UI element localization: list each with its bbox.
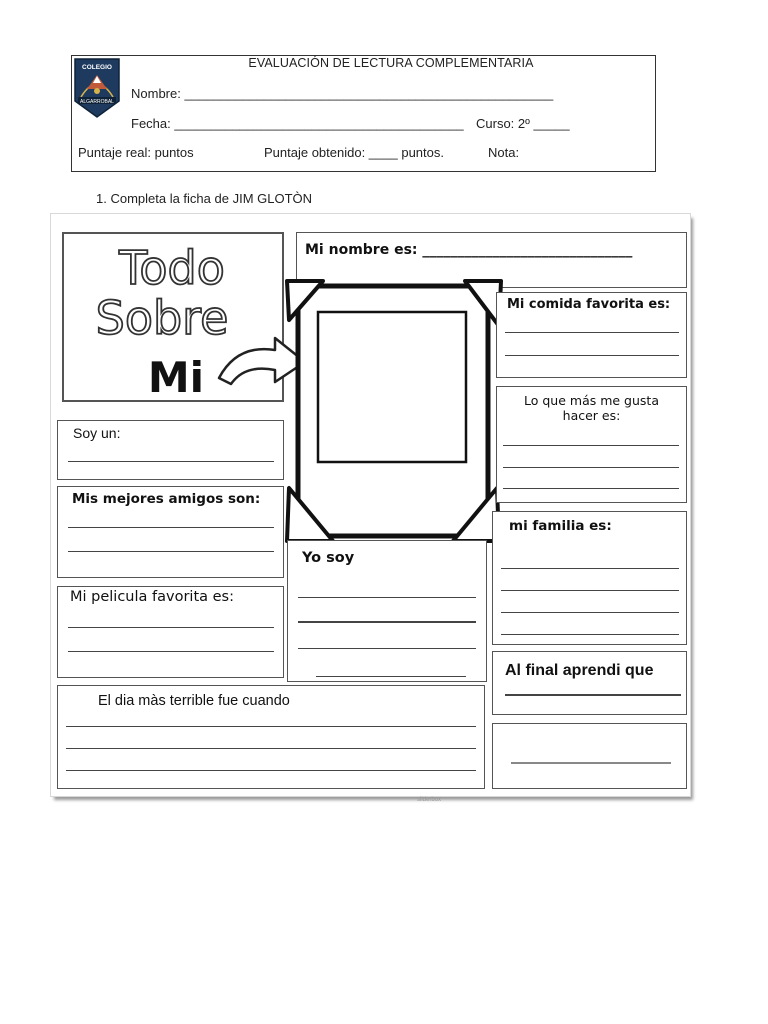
nombre-label: Mi nombre es: ______________________________ bbox=[305, 242, 633, 258]
school-logo bbox=[73, 57, 121, 119]
svg-text:ALGARROBAL: ALGARROBAL bbox=[80, 99, 114, 105]
worksheet bbox=[51, 214, 690, 796]
yo-soy-box[interactable] bbox=[287, 540, 487, 682]
terrible-box[interactable] bbox=[57, 685, 485, 789]
nota-field[interactable]: Nota: bbox=[488, 145, 520, 160]
comida-label: Mi comida favorita es: bbox=[507, 297, 671, 312]
title-mi: Mi bbox=[147, 353, 205, 400]
photo-frame[interactable] bbox=[283, 276, 503, 546]
title-todo: Todo bbox=[119, 241, 225, 295]
gusta-label-1: Lo que más me gusta bbox=[524, 393, 659, 408]
aprendi-label: Al final aprendi que bbox=[505, 662, 654, 679]
terrible-label: El dia màs terrible fue cuando bbox=[98, 693, 290, 709]
pelicula-box[interactable] bbox=[57, 586, 284, 678]
puntaje-obtenido[interactable]: Puntaje obtenido: ____ puntos. bbox=[264, 145, 444, 160]
comida-box[interactable] bbox=[496, 292, 687, 378]
gusta-box[interactable] bbox=[496, 386, 687, 503]
page-title: EVALUACIÓN DE LECTURA COMPLEMENTARIA bbox=[248, 56, 534, 70]
title-sobre: Sobre bbox=[95, 291, 229, 345]
soy-un-label: Soy un: bbox=[73, 425, 121, 441]
footer-watermark: sliderbox bbox=[417, 797, 442, 803]
instruction: 1. Completa la ficha de JIM GLOTÒN bbox=[96, 191, 313, 206]
fecha-field[interactable]: Fecha: ________________________________________ bbox=[131, 116, 464, 131]
nombre-field[interactable]: Nombre: ___________________________________________________ bbox=[131, 86, 554, 101]
amigos-box[interactable] bbox=[57, 486, 284, 578]
amigos-label: Mis mejores amigos son: bbox=[72, 491, 261, 507]
curso-field[interactable]: Curso: 2º _____ bbox=[476, 116, 570, 131]
puntaje-real: Puntaje real: puntos bbox=[78, 145, 194, 160]
familia-box[interactable] bbox=[492, 511, 687, 645]
gusta-label-2: hacer es: bbox=[562, 408, 621, 423]
soy-un-box[interactable] bbox=[57, 420, 284, 480]
yo-soy-label: Yo soy bbox=[302, 550, 355, 566]
aprendi-box[interactable] bbox=[492, 651, 687, 715]
svg-text:COLEGIO: COLEGIO bbox=[82, 64, 112, 71]
pelicula-label: Mi pelicula favorita es: bbox=[70, 589, 234, 605]
familia-label: mi familia es: bbox=[509, 518, 612, 534]
aprendi-answer-box[interactable] bbox=[492, 723, 687, 789]
